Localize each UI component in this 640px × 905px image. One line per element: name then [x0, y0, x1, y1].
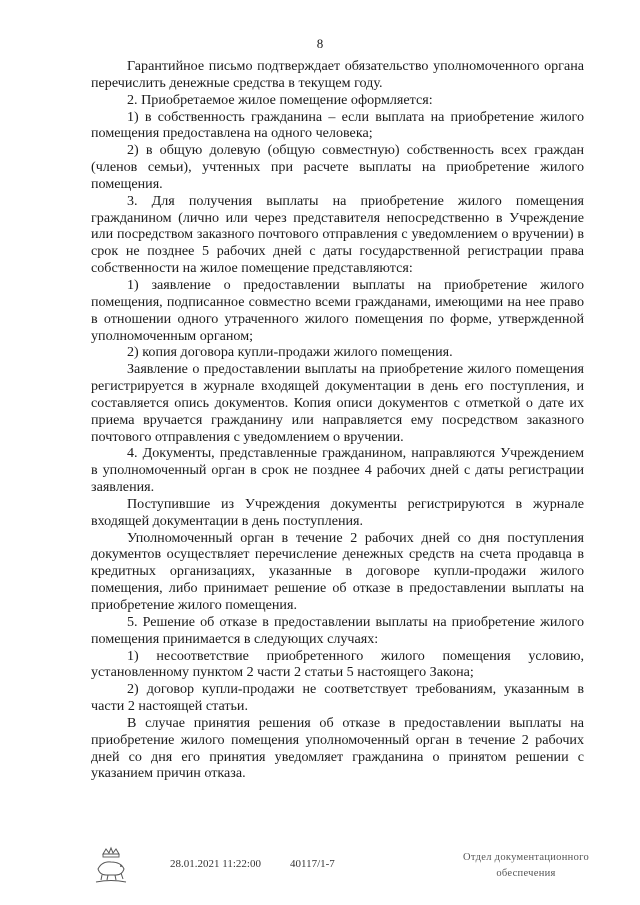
- emblem-icon: [92, 845, 130, 893]
- paragraph-application-registration: Заявление о предоставлении выплаты на приобретение жилого помещения регистрируется в журнале входящей документации в день его поступления, и составляется опись документов. Копия описи документов с отметкой о дате их приема вручается гражданину или направляется ему посредством заказного почтового отправления с уведомлением о вручении.: [91, 361, 584, 445]
- stamp-line-2: обеспечения: [496, 868, 556, 879]
- coat-of-arms-emblem: [92, 845, 130, 893]
- paragraph-item-5: 5. Решение об отказе в предоставлении выплаты на приобретение жилого помещения принимается в следующих случаях:: [91, 613, 584, 647]
- paragraph-item-4: 4. Документы, представленные гражданином, направляются Учреждением в уполномоченный орган в срок не позднее 4 рабочих дней с даты регистрации заявления.: [91, 445, 584, 496]
- footer-doc-code: 40117/1-7: [290, 858, 335, 870]
- paragraph-item-5-1: 1) несоответствие приобретенного жилого помещения условию, установленному пунктом 2 части 2 статьи 5 настоящего Закона;: [91, 647, 584, 681]
- paragraph-refusal-notice: В случае принятия решения об отказе в предоставлении выплаты на приобретение жилого помещения уполномоченный орган в течение 2 рабочих дней со дня его принятия уведомляет гражданина о принятом решении с указанием причин отказа.: [91, 714, 584, 782]
- paragraph-item-5-2: 2) договор купли-продажи не соответствует требованиям, указанным в части 2 настоящей статьи.: [91, 681, 584, 715]
- stamp-line-1: Отдел документационного: [462, 852, 590, 863]
- page-number: 8: [316, 36, 324, 51]
- document-body: [91, 58, 584, 782]
- paragraph-payment-transfer: Уполномоченный орган в течение 2 рабочих дней со дня поступления документов осуществляет перечисление денежных средств на счета продавца в кредитных организациях, указанные в договоре купли-продажи жилого помещения, либо принимает решение об отказе в предоставлении выплаты на приобретение жилого помещения.: [91, 529, 584, 613]
- paragraph-guarantee-letter: Гарантийное письмо подтверждает обязательство уполномоченного органа перечислить денежные средства в текущем году.: [91, 58, 584, 91]
- paragraph-item-2: 2. Приобретаемое жилое помещение оформляется:: [127, 91, 433, 108]
- paragraph-documents-registration: Поступившие из Учреждения документы регистрируются в журнале входящей документации в день поступления.: [91, 495, 584, 529]
- paragraph-item-3-2: 2) копия договора купли-продажи жилого помещения.: [127, 344, 453, 361]
- paragraph-item-2-2: 2) в общую долевую (общую совместную) собственность всех граждан (членов семьи), учтенных при расчете выплаты на приобретение жилого помещения.: [91, 142, 584, 192]
- page-footer: [0, 840, 640, 900]
- department-stamp: [446, 850, 606, 882]
- paragraph-item-3-1: 1) заявление о предоставлении выплаты на приобретение жилого помещения, подписанное совместно всеми гражданами, имеющими на нее право в отношении одного утраченного жилого помещения по форме, утвержденной уполномоченным органом;: [91, 276, 584, 344]
- paragraph-item-3: 3. Для получения выплаты на приобретение жилого помещения гражданином (лично или через представителя непосредственно в Учреждение или посредством заказного почтового отправления с уведомлением о вручении) в срок не позднее 5 рабочих дней с даты государственной регистрации права собственности на жилое помещение представляются:: [91, 192, 584, 277]
- paragraph-item-2-1: 1) в собственность гражданина – если выплата на приобретение жилого помещения предоставлена на одного человека;: [91, 108, 584, 142]
- footer-datetime: 28.01.2021 11:22:00: [170, 858, 261, 870]
